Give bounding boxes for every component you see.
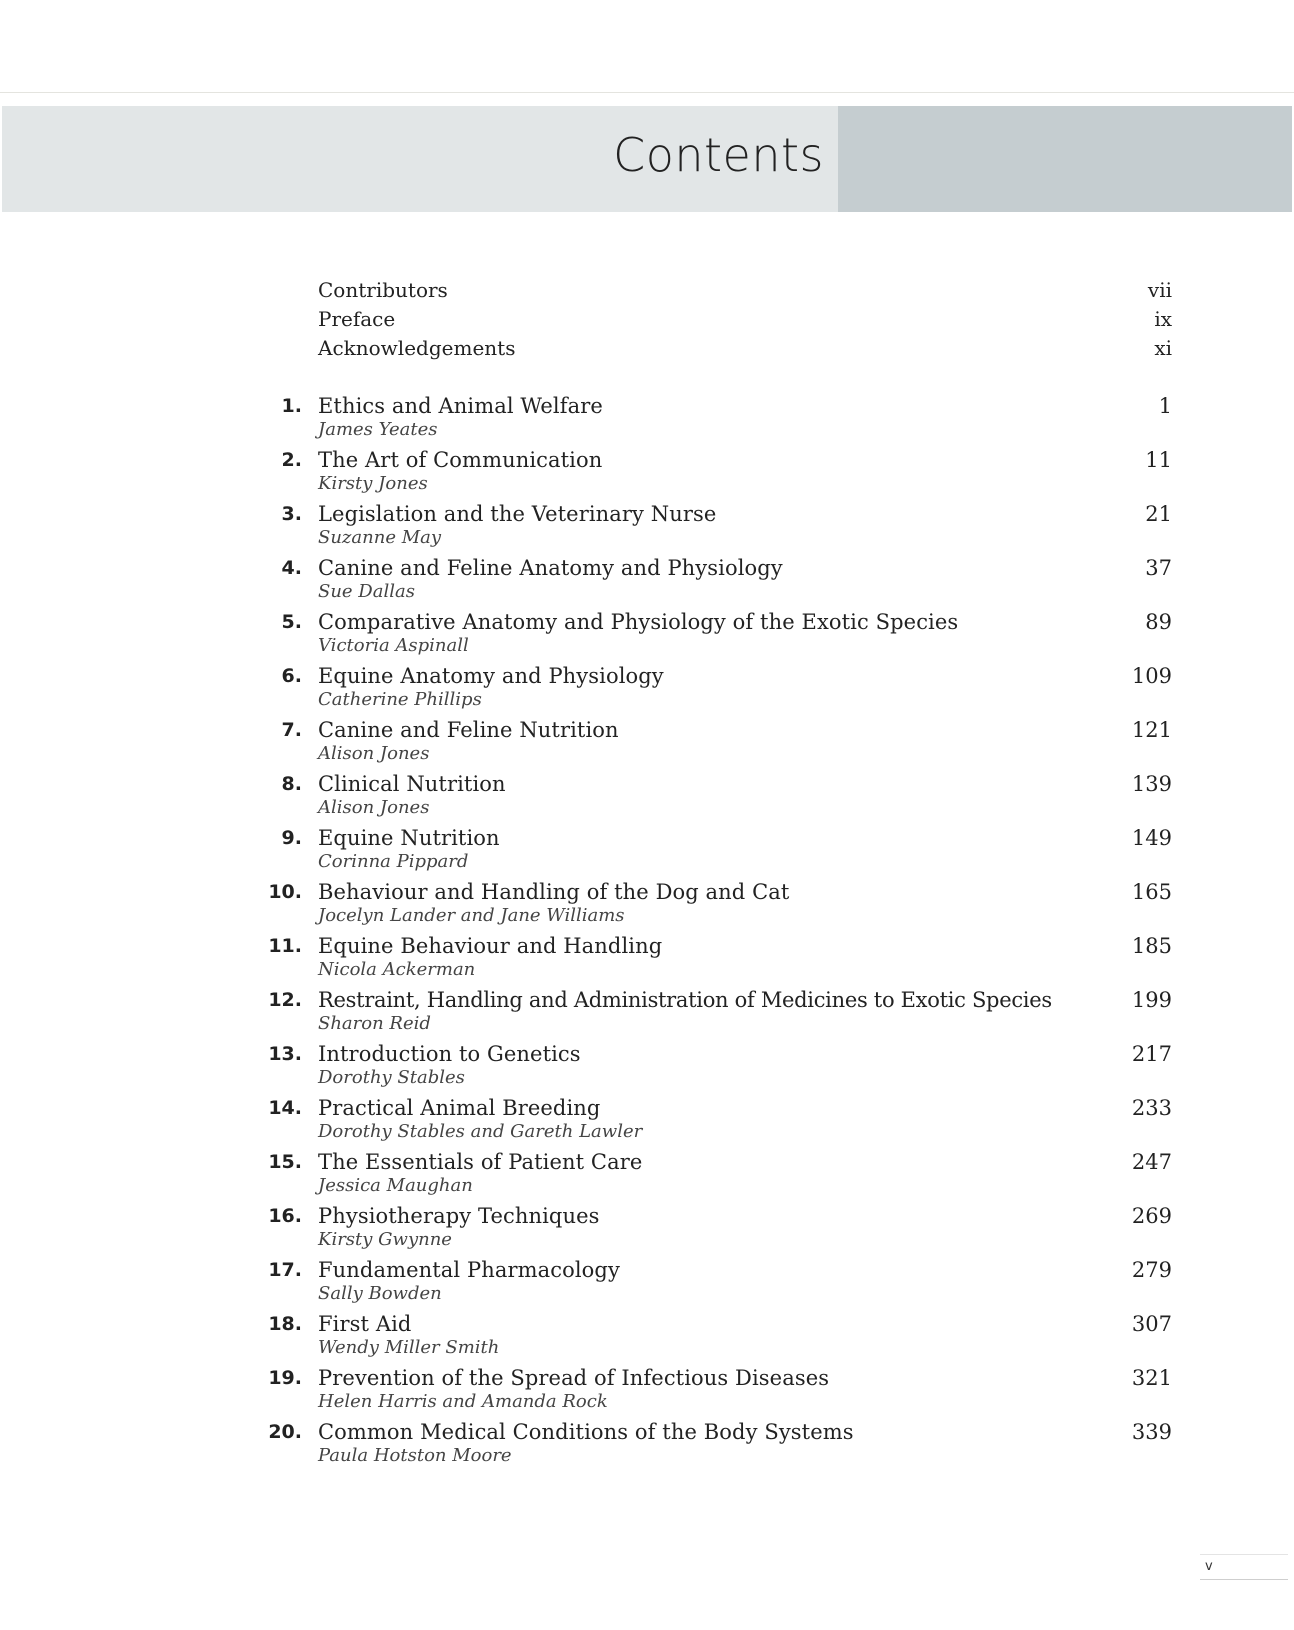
chapter-entry[interactable] bbox=[260, 554, 1172, 608]
chapter-page: 339 bbox=[1131, 1420, 1172, 1444]
chapter-author: Kirsty Jones bbox=[318, 473, 428, 494]
chapter-title: The Art of Communication bbox=[318, 448, 603, 472]
front-matter-item[interactable] bbox=[318, 305, 1172, 334]
chapter-author: Dorothy Stables bbox=[318, 1067, 465, 1088]
chapter-page: 307 bbox=[1131, 1312, 1172, 1336]
page-title: Contents bbox=[613, 128, 824, 182]
chapter-title: Equine Nutrition bbox=[318, 826, 500, 850]
chapter-number: 17. bbox=[268, 1259, 302, 1281]
chapter-entry[interactable] bbox=[260, 1418, 1172, 1472]
front-matter-list bbox=[318, 276, 1172, 363]
chapter-page: 233 bbox=[1131, 1096, 1172, 1120]
front-matter-label: Acknowledgements bbox=[318, 336, 516, 360]
banner-dark-panel bbox=[838, 106, 1292, 212]
chapter-number: 13. bbox=[268, 1043, 302, 1065]
chapter-author: Nicola Ackerman bbox=[318, 959, 476, 980]
chapter-entry[interactable] bbox=[260, 1094, 1172, 1148]
chapter-page: 321 bbox=[1131, 1366, 1172, 1390]
chapter-title: Physiotherapy Techniques bbox=[318, 1204, 600, 1228]
chapter-page: 121 bbox=[1131, 718, 1172, 742]
chapter-page: 149 bbox=[1131, 826, 1172, 850]
chapter-number: 14. bbox=[268, 1097, 302, 1119]
chapter-entry[interactable] bbox=[260, 608, 1172, 662]
chapter-title: Common Medical Conditions of the Body Systems bbox=[318, 1420, 854, 1444]
chapter-number: 2. bbox=[281, 449, 302, 471]
banner-light-panel bbox=[2, 106, 838, 212]
chapter-title: Restraint, Handling and Administration of Medicines to Exotic Species bbox=[318, 988, 1052, 1012]
chapter-author: Jessica Maughan bbox=[318, 1175, 473, 1196]
chapter-number: 5. bbox=[281, 611, 302, 633]
chapter-entry[interactable] bbox=[260, 878, 1172, 932]
chapter-list bbox=[260, 392, 1172, 1472]
chapter-page: 139 bbox=[1131, 772, 1172, 796]
chapter-title: Prevention of the Spread of Infectious Diseases bbox=[318, 1366, 830, 1390]
front-matter-label: Preface bbox=[318, 307, 396, 331]
chapter-title: Equine Behaviour and Handling bbox=[318, 934, 663, 958]
front-matter-item[interactable] bbox=[318, 276, 1172, 305]
front-matter-label: Contributors bbox=[318, 278, 448, 302]
chapter-title: Practical Animal Breeding bbox=[318, 1096, 601, 1120]
chapter-number: 20. bbox=[268, 1421, 302, 1443]
chapter-author: James Yeates bbox=[318, 419, 438, 440]
chapter-author: Alison Jones bbox=[318, 797, 430, 818]
chapter-number: 12. bbox=[268, 989, 302, 1011]
chapter-author: Catherine Phillips bbox=[318, 689, 482, 710]
chapter-entry[interactable] bbox=[260, 500, 1172, 554]
chapter-entry[interactable] bbox=[260, 986, 1172, 1040]
chapter-page: 109 bbox=[1131, 664, 1172, 688]
chapter-author: Victoria Aspinall bbox=[318, 635, 469, 656]
front-matter-item[interactable] bbox=[318, 334, 1172, 363]
chapter-author: Sally Bowden bbox=[318, 1283, 442, 1304]
chapter-entry[interactable] bbox=[260, 824, 1172, 878]
chapter-number: 4. bbox=[281, 557, 302, 579]
chapter-number: 10. bbox=[268, 881, 302, 903]
front-matter-page: vii bbox=[1147, 278, 1172, 302]
chapter-title: Behaviour and Handling of the Dog and Cat bbox=[318, 880, 790, 904]
chapter-author: Sue Dallas bbox=[318, 581, 415, 602]
chapter-entry[interactable] bbox=[260, 932, 1172, 986]
chapter-page: 217 bbox=[1131, 1042, 1172, 1066]
chapter-author: Jocelyn Lander and Jane Williams bbox=[318, 905, 625, 926]
chapter-title: Fundamental Pharmacology bbox=[318, 1258, 620, 1282]
chapter-title: Ethics and Animal Welfare bbox=[318, 394, 603, 418]
chapter-page: 37 bbox=[1145, 556, 1172, 580]
contents-banner bbox=[2, 106, 1292, 212]
front-matter-page: xi bbox=[1154, 336, 1172, 360]
chapter-number: 6. bbox=[281, 665, 302, 687]
chapter-title: Clinical Nutrition bbox=[318, 772, 506, 796]
chapter-entry[interactable] bbox=[260, 662, 1172, 716]
chapter-title: Equine Anatomy and Physiology bbox=[318, 664, 664, 688]
chapter-page: 11 bbox=[1145, 448, 1172, 472]
chapter-page: 199 bbox=[1131, 988, 1172, 1012]
chapter-number: 11. bbox=[268, 935, 302, 957]
page-folio: v bbox=[1200, 1554, 1288, 1580]
chapter-title: Comparative Anatomy and Physiology of the Exotic Species bbox=[318, 610, 959, 634]
chapter-page: 247 bbox=[1131, 1150, 1172, 1174]
chapter-number: 7. bbox=[281, 719, 302, 741]
chapter-entry[interactable] bbox=[260, 716, 1172, 770]
chapter-page: 21 bbox=[1145, 502, 1172, 526]
chapter-page: 185 bbox=[1131, 934, 1172, 958]
chapter-title: Canine and Feline Anatomy and Physiology bbox=[318, 556, 783, 580]
chapter-author: Corinna Pippard bbox=[318, 851, 469, 872]
chapter-number: 19. bbox=[268, 1367, 302, 1389]
chapter-entry[interactable] bbox=[260, 392, 1172, 446]
chapter-title: Introduction to Genetics bbox=[318, 1042, 581, 1066]
chapter-title: Canine and Feline Nutrition bbox=[318, 718, 619, 742]
chapter-title: The Essentials of Patient Care bbox=[318, 1150, 643, 1174]
chapter-entry[interactable] bbox=[260, 1040, 1172, 1094]
top-rule bbox=[0, 92, 1294, 93]
chapter-number: 16. bbox=[268, 1205, 302, 1227]
chapter-page: 279 bbox=[1131, 1258, 1172, 1282]
chapter-page: 165 bbox=[1131, 880, 1172, 904]
chapter-entry[interactable] bbox=[260, 1148, 1172, 1202]
chapter-entry[interactable] bbox=[260, 446, 1172, 500]
chapter-page: 269 bbox=[1131, 1204, 1172, 1228]
chapter-number: 8. bbox=[281, 773, 302, 795]
chapter-author: Wendy Miller Smith bbox=[318, 1337, 500, 1358]
chapter-author: Alison Jones bbox=[318, 743, 430, 764]
chapter-number: 3. bbox=[281, 503, 302, 525]
chapter-page: 1 bbox=[1158, 394, 1172, 418]
chapter-number: 9. bbox=[281, 827, 302, 849]
chapter-author: Kirsty Gwynne bbox=[318, 1229, 452, 1250]
chapter-entry[interactable] bbox=[260, 1256, 1172, 1310]
chapter-title: Legislation and the Veterinary Nurse bbox=[318, 502, 717, 526]
chapter-number: 1. bbox=[281, 395, 302, 417]
chapter-author: Paula Hotston Moore bbox=[318, 1445, 512, 1466]
chapter-number: 18. bbox=[268, 1313, 302, 1335]
chapter-entry[interactable] bbox=[260, 1202, 1172, 1256]
chapter-page: 89 bbox=[1145, 610, 1172, 634]
chapter-author: Sharon Reid bbox=[318, 1013, 431, 1034]
chapter-number: 15. bbox=[268, 1151, 302, 1173]
chapter-entry[interactable] bbox=[260, 1364, 1172, 1418]
chapter-author: Dorothy Stables and Gareth Lawler bbox=[318, 1121, 643, 1142]
chapter-author: Suzanne May bbox=[318, 527, 442, 548]
chapter-entry[interactable] bbox=[260, 1310, 1172, 1364]
front-matter-page: ix bbox=[1154, 307, 1172, 331]
chapter-title: First Aid bbox=[318, 1312, 412, 1336]
chapter-author: Helen Harris and Amanda Rock bbox=[318, 1391, 608, 1412]
chapter-entry[interactable] bbox=[260, 770, 1172, 824]
